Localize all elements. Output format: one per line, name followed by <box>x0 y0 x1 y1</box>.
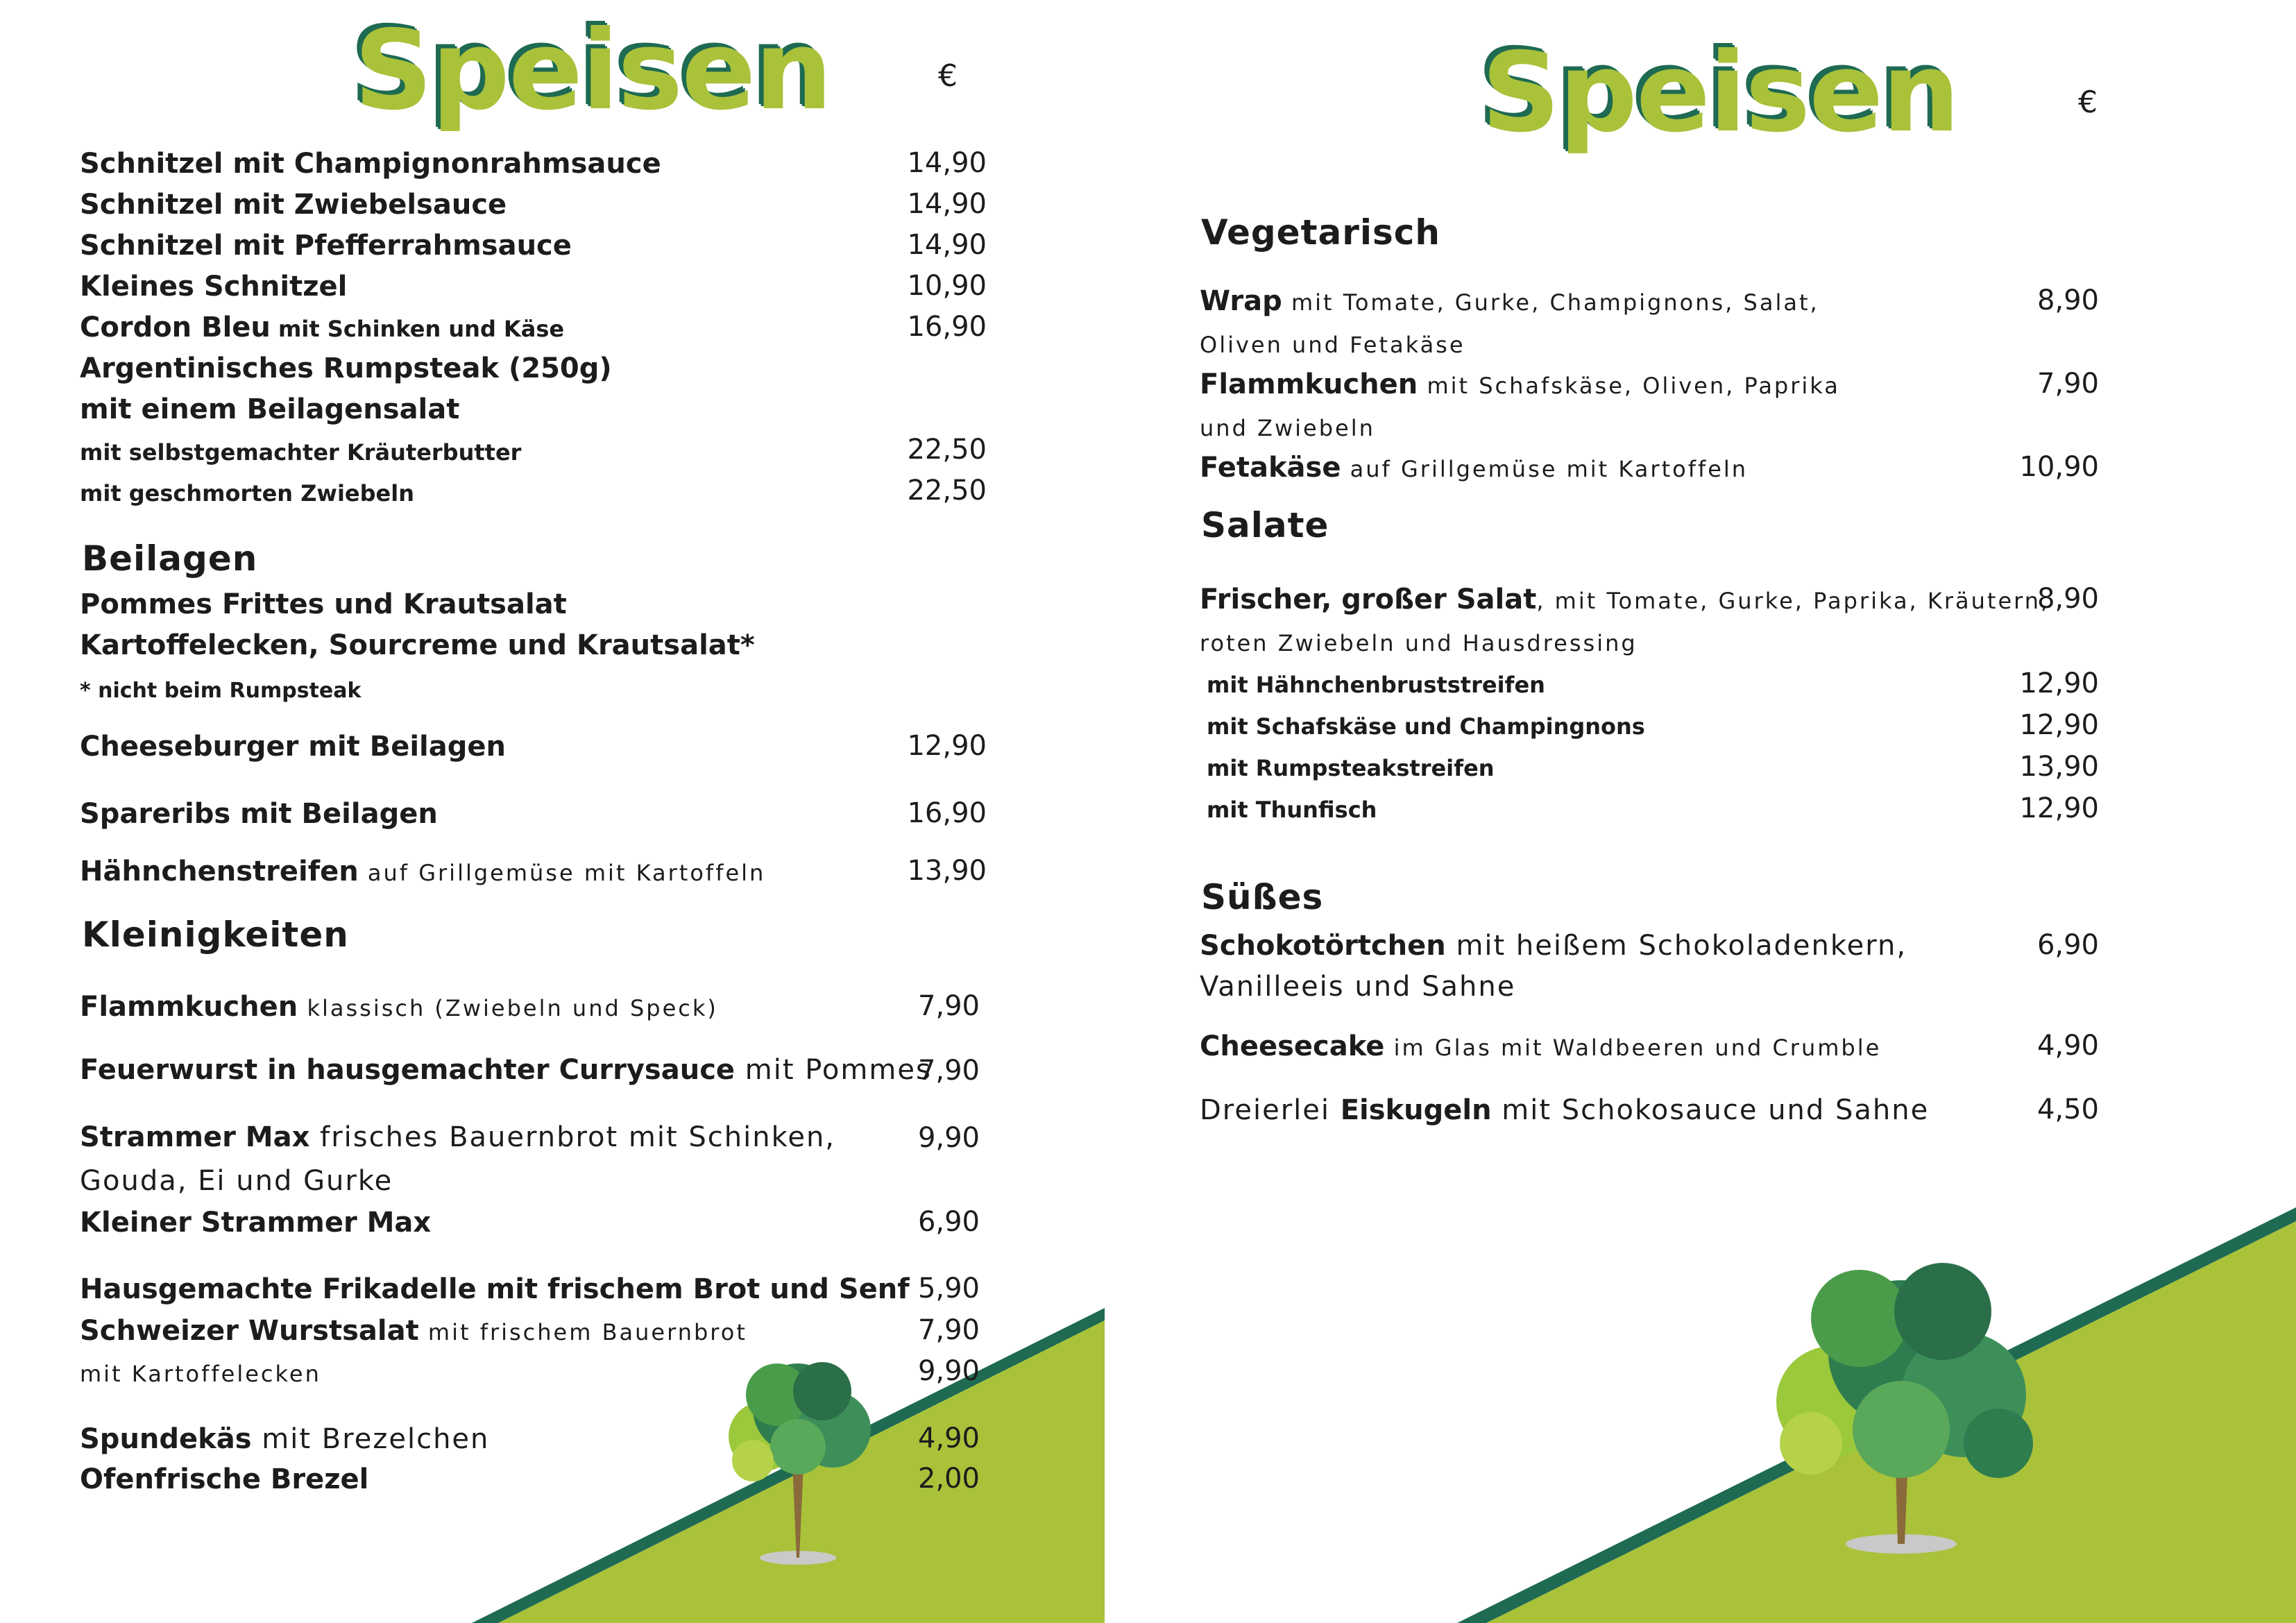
menu-item-price: 6,90 <box>2036 929 2099 961</box>
menu-item: Flammkuchen klassisch (Zwiebeln und Speck) <box>80 991 718 1023</box>
menu-item-option: mit Hähnchenbruststreifen <box>1207 672 1545 698</box>
menu-item-price: 12,90 <box>2019 709 2099 741</box>
section-heading: Salate <box>1201 505 1329 545</box>
menu-item: Fetakäse auf Grillgemüse mit Kartoffeln <box>1200 452 1749 484</box>
menu-item-price: 8,90 <box>2036 284 2099 316</box>
menu-item-price: 22,50 <box>907 475 987 507</box>
section-heading: Vegetarisch <box>1201 212 1441 253</box>
menu-item-price: 4,50 <box>2036 1094 2099 1125</box>
menu-page-right <box>1148 0 2296 1623</box>
menu-item-option: mit geschmorten Zwiebeln <box>80 480 414 507</box>
menu-item: Cheeseburger mit Beilagen <box>80 731 506 763</box>
menu-item-price: 7,90 <box>917 1055 980 1087</box>
menu-item: Ofenfrische Brezel <box>80 1463 369 1495</box>
menu-item: Schnitzel mit Zwiebelsauce <box>80 189 507 221</box>
menu-item: Spundekäs mit Brezelchen <box>80 1423 490 1455</box>
page-title: Speisen <box>1481 29 1959 157</box>
menu-item: Feuerwurst in hausgemachter Currysauce mit Pommes <box>80 1054 932 1086</box>
menu-item-price: 22,50 <box>907 434 987 466</box>
menu-item-price: 16,90 <box>907 311 987 343</box>
section-heading: Süßes <box>1201 877 1324 917</box>
menu-item-option: mit Schafskäse und Champingnons <box>1207 713 1645 740</box>
menu-item-option: mit Thunfisch <box>1207 797 1377 823</box>
menu-item: Schokotörtchen mit heißem Schokoladenkern, <box>1200 930 1907 962</box>
menu-item-price: 10,90 <box>907 270 987 302</box>
menu-item-price: 14,90 <box>907 229 987 261</box>
menu-item-price: 4,90 <box>917 1422 980 1454</box>
section-heading: Beilagen <box>82 538 258 579</box>
menu-item-price: 7,90 <box>2036 368 2099 400</box>
menu-item: Hähnchenstreifen auf Grillgemüse mit Kartoffeln <box>80 856 766 887</box>
menu-item-description: Gouda, Ei und Gurke <box>80 1165 393 1197</box>
menu-item-price: 6,90 <box>917 1206 980 1238</box>
menu-item: Kartoffelecken, Sourcreme und Krautsalat* <box>80 629 755 661</box>
menu-item-price: 7,90 <box>917 990 980 1022</box>
menu-item: Kleines Schnitzel <box>80 271 348 303</box>
menu-item: Wrap mit Tomate, Gurke, Champignons, Salat, <box>1200 285 1819 317</box>
menu-item-price: 14,90 <box>907 188 987 220</box>
menu-item-price: 10,90 <box>2019 451 2099 483</box>
menu-item-description: Oliven und Fetakäse <box>1200 332 1465 358</box>
menu-item: Schweizer Wurstsalat mit frischem Bauernbrot <box>80 1315 747 1347</box>
page-title: Speisen <box>354 7 831 135</box>
menu-item: Cordon Bleu mit Schinken und Käse <box>80 312 565 343</box>
menu-item: Argentinisches Rumpsteak (250g) <box>80 352 612 384</box>
menu-item: Dreierlei Eiskugeln mit Schokosauce und Sahne <box>1200 1094 1930 1126</box>
currency-label: € <box>2078 85 2098 120</box>
menu-item: Strammer Max frisches Bauernbrot mit Schinken, <box>80 1121 836 1153</box>
menu-item: Schnitzel mit Pfefferrahmsauce <box>80 230 572 262</box>
menu-item-description: roten Zwiebeln und Hausdressing <box>1200 630 1638 656</box>
menu-item-price: 2,00 <box>917 1463 980 1495</box>
menu-item: Spareribs mit Beilagen <box>80 798 438 830</box>
menu-item: Schnitzel mit Champignonrahmsauce <box>80 148 661 180</box>
footnote: * nicht beim Rumpsteak <box>80 679 362 703</box>
menu-item-option: mit Kartoffelecken <box>80 1361 321 1387</box>
menu-item-option: mit Rumpsteakstreifen <box>1207 755 1495 781</box>
menu-item-price: 5,90 <box>917 1273 980 1305</box>
menu-item-price: 7,90 <box>917 1314 980 1346</box>
menu-item: Flammkuchen mit Schafskäse, Oliven, Paprika <box>1200 368 1840 400</box>
menu-item-price: 4,90 <box>2036 1030 2099 1062</box>
menu-item: Cheesecake im Glas mit Waldbeeren und Crumble <box>1200 1030 1882 1062</box>
currency-label: € <box>938 58 958 94</box>
menu-item-price: 12,90 <box>2019 792 2099 824</box>
menu-item: Frischer, großer Salat, mit Tomate, Gurke, Paprika, Kräutern, <box>1200 584 2050 615</box>
menu-item-price: 9,90 <box>917 1122 980 1154</box>
menu-item-subline: mit einem Beilagensalat <box>80 393 460 425</box>
menu-item: Pommes Frittes und Krautsalat <box>80 588 567 620</box>
menu-item-option: mit selbstgemachter Kräuterbutter <box>80 439 522 466</box>
menu-item-price: 14,90 <box>907 147 987 179</box>
menu-item-price: 16,90 <box>907 797 987 829</box>
menu-item-price: 13,90 <box>907 855 987 887</box>
menu-item: Kleiner Strammer Max <box>80 1207 432 1239</box>
menu-item-price: 12,90 <box>2019 668 2099 699</box>
menu-item-price: 13,90 <box>2019 751 2099 783</box>
menu-item-price: 12,90 <box>907 730 987 762</box>
menu-item: Hausgemachte Frikadelle mit frischem Brot und Senf <box>80 1273 910 1305</box>
menu-item-price: 8,90 <box>2036 583 2099 615</box>
section-heading: Kleinigkeiten <box>82 915 349 955</box>
menu-item-price: 9,90 <box>917 1355 980 1387</box>
menu-item-description: Vanilleeis und Sahne <box>1200 971 1516 1003</box>
menu-item-description: und Zwiebeln <box>1200 415 1375 441</box>
